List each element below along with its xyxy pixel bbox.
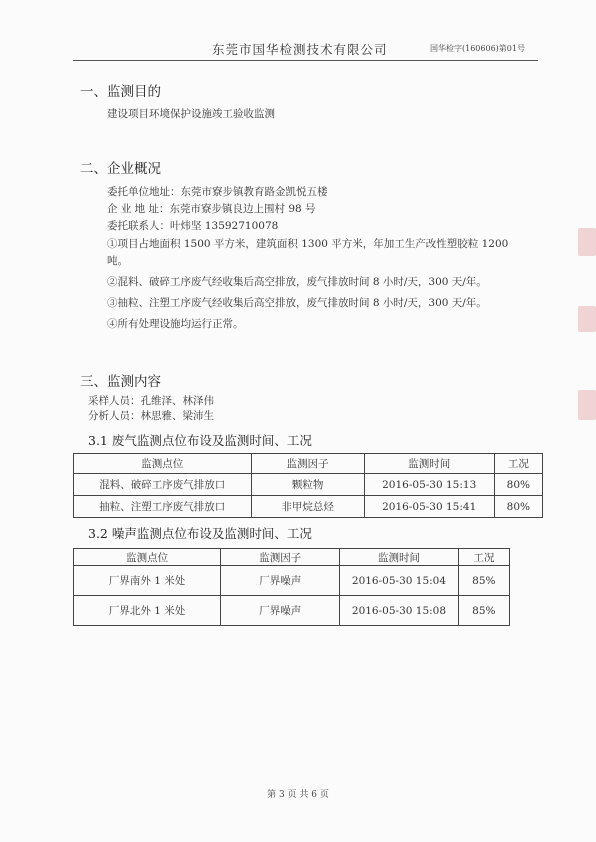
column-header: 监测点位 xyxy=(74,549,221,566)
section3-title: 三、监测内容 xyxy=(80,374,161,390)
column-header: 监测点位 xyxy=(74,454,252,474)
table-cell: 非甲烷总烃 xyxy=(251,496,364,518)
table-cell: 混料、破碎工序废气排放口 xyxy=(74,474,252,496)
overview-item-1-cont: 吨。 xyxy=(107,255,128,267)
table-cell: 80% xyxy=(494,474,542,496)
section1-title: 一、监测目的 xyxy=(80,84,161,100)
report-number: 国华检字(160606)第01号 xyxy=(430,44,525,53)
company-address: 企 业 地 址：东莞市寮步镇良边上围村 98 号 xyxy=(107,203,316,215)
exhaust-subtitle: 3.1 废气监测点位布设及监测时间、工况 xyxy=(88,433,312,448)
table-cell: 85% xyxy=(458,566,509,596)
column-header: 监测因子 xyxy=(251,454,364,474)
table-cell: 颗粒物 xyxy=(251,474,364,496)
client-address: 委托单位地址：东莞市寮步镇教育路金凯悦五楼 xyxy=(107,186,328,198)
table-row xyxy=(74,596,510,626)
samplers: 采样人员：孔维泽、林泽伟 xyxy=(88,395,214,407)
table-cell: 2016-05-30 15:08 xyxy=(340,596,458,626)
seal-fragment xyxy=(578,306,596,332)
noise-monitoring-table xyxy=(73,548,510,626)
column-header: 工况 xyxy=(458,549,509,566)
seal-fragment xyxy=(578,228,596,256)
page-number: 第 3 页 共 6 页 xyxy=(267,790,329,800)
table-cell: 厂界噪声 xyxy=(221,566,340,596)
table-row xyxy=(74,566,510,596)
table-header-row xyxy=(74,549,510,566)
table-header-row xyxy=(74,454,543,474)
exhaust-monitoring-table xyxy=(73,453,543,518)
table-row xyxy=(74,496,543,518)
company-name: 东莞市国华检测技术有限公司 xyxy=(212,42,388,57)
noise-subtitle: 3.2 噪声监测点位布设及监测时间、工况 xyxy=(88,526,312,541)
overview-item-1: ①项目占地面积 1500 平方米，建筑面积 1300 平方米，年加工生产改性塑胶粒 1200 xyxy=(107,238,509,250)
table-cell: 厂界南外 1 米处 xyxy=(74,566,221,596)
table-cell: 2016-05-30 15:04 xyxy=(340,566,458,596)
column-header: 监测时间 xyxy=(364,454,494,474)
table-cell: 80% xyxy=(494,496,542,518)
overview-item-2: ②混料、破碎工序废气经收集后高空排放，废气排放时间 8 小时/天，300 天/年。 xyxy=(107,276,487,288)
header-divider xyxy=(73,60,538,61)
column-header: 工况 xyxy=(494,454,542,474)
section2-title: 二、企业概况 xyxy=(80,161,161,177)
table-cell: 2016-05-30 15:41 xyxy=(364,496,494,518)
overview-item-4: ④所有处理设施均运行正常。 xyxy=(107,318,244,330)
contact-person: 委托联系人：叶炜坚 13592710078 xyxy=(107,220,279,232)
table-cell: 2016-05-30 15:13 xyxy=(364,474,494,496)
table-cell: 厂界噪声 xyxy=(221,596,340,626)
table-row xyxy=(74,474,543,496)
column-header: 监测因子 xyxy=(221,549,340,566)
table-cell: 抽粒、注塑工序废气排放口 xyxy=(74,496,252,518)
column-header: 监测时间 xyxy=(340,549,458,566)
seal-fragment xyxy=(578,390,596,420)
analysts: 分析人员：林思雅、梁沛生 xyxy=(88,410,214,422)
table-cell: 85% xyxy=(458,596,509,626)
overview-item-3: ③抽粒、注塑工序废气经收集后高空排放，废气排放时间 8 小时/天，300 天/年。 xyxy=(107,297,487,309)
section1-text: 建设项目环境保护设施竣工验收监测 xyxy=(107,108,275,120)
table-cell: 厂界北外 1 米处 xyxy=(74,596,221,626)
